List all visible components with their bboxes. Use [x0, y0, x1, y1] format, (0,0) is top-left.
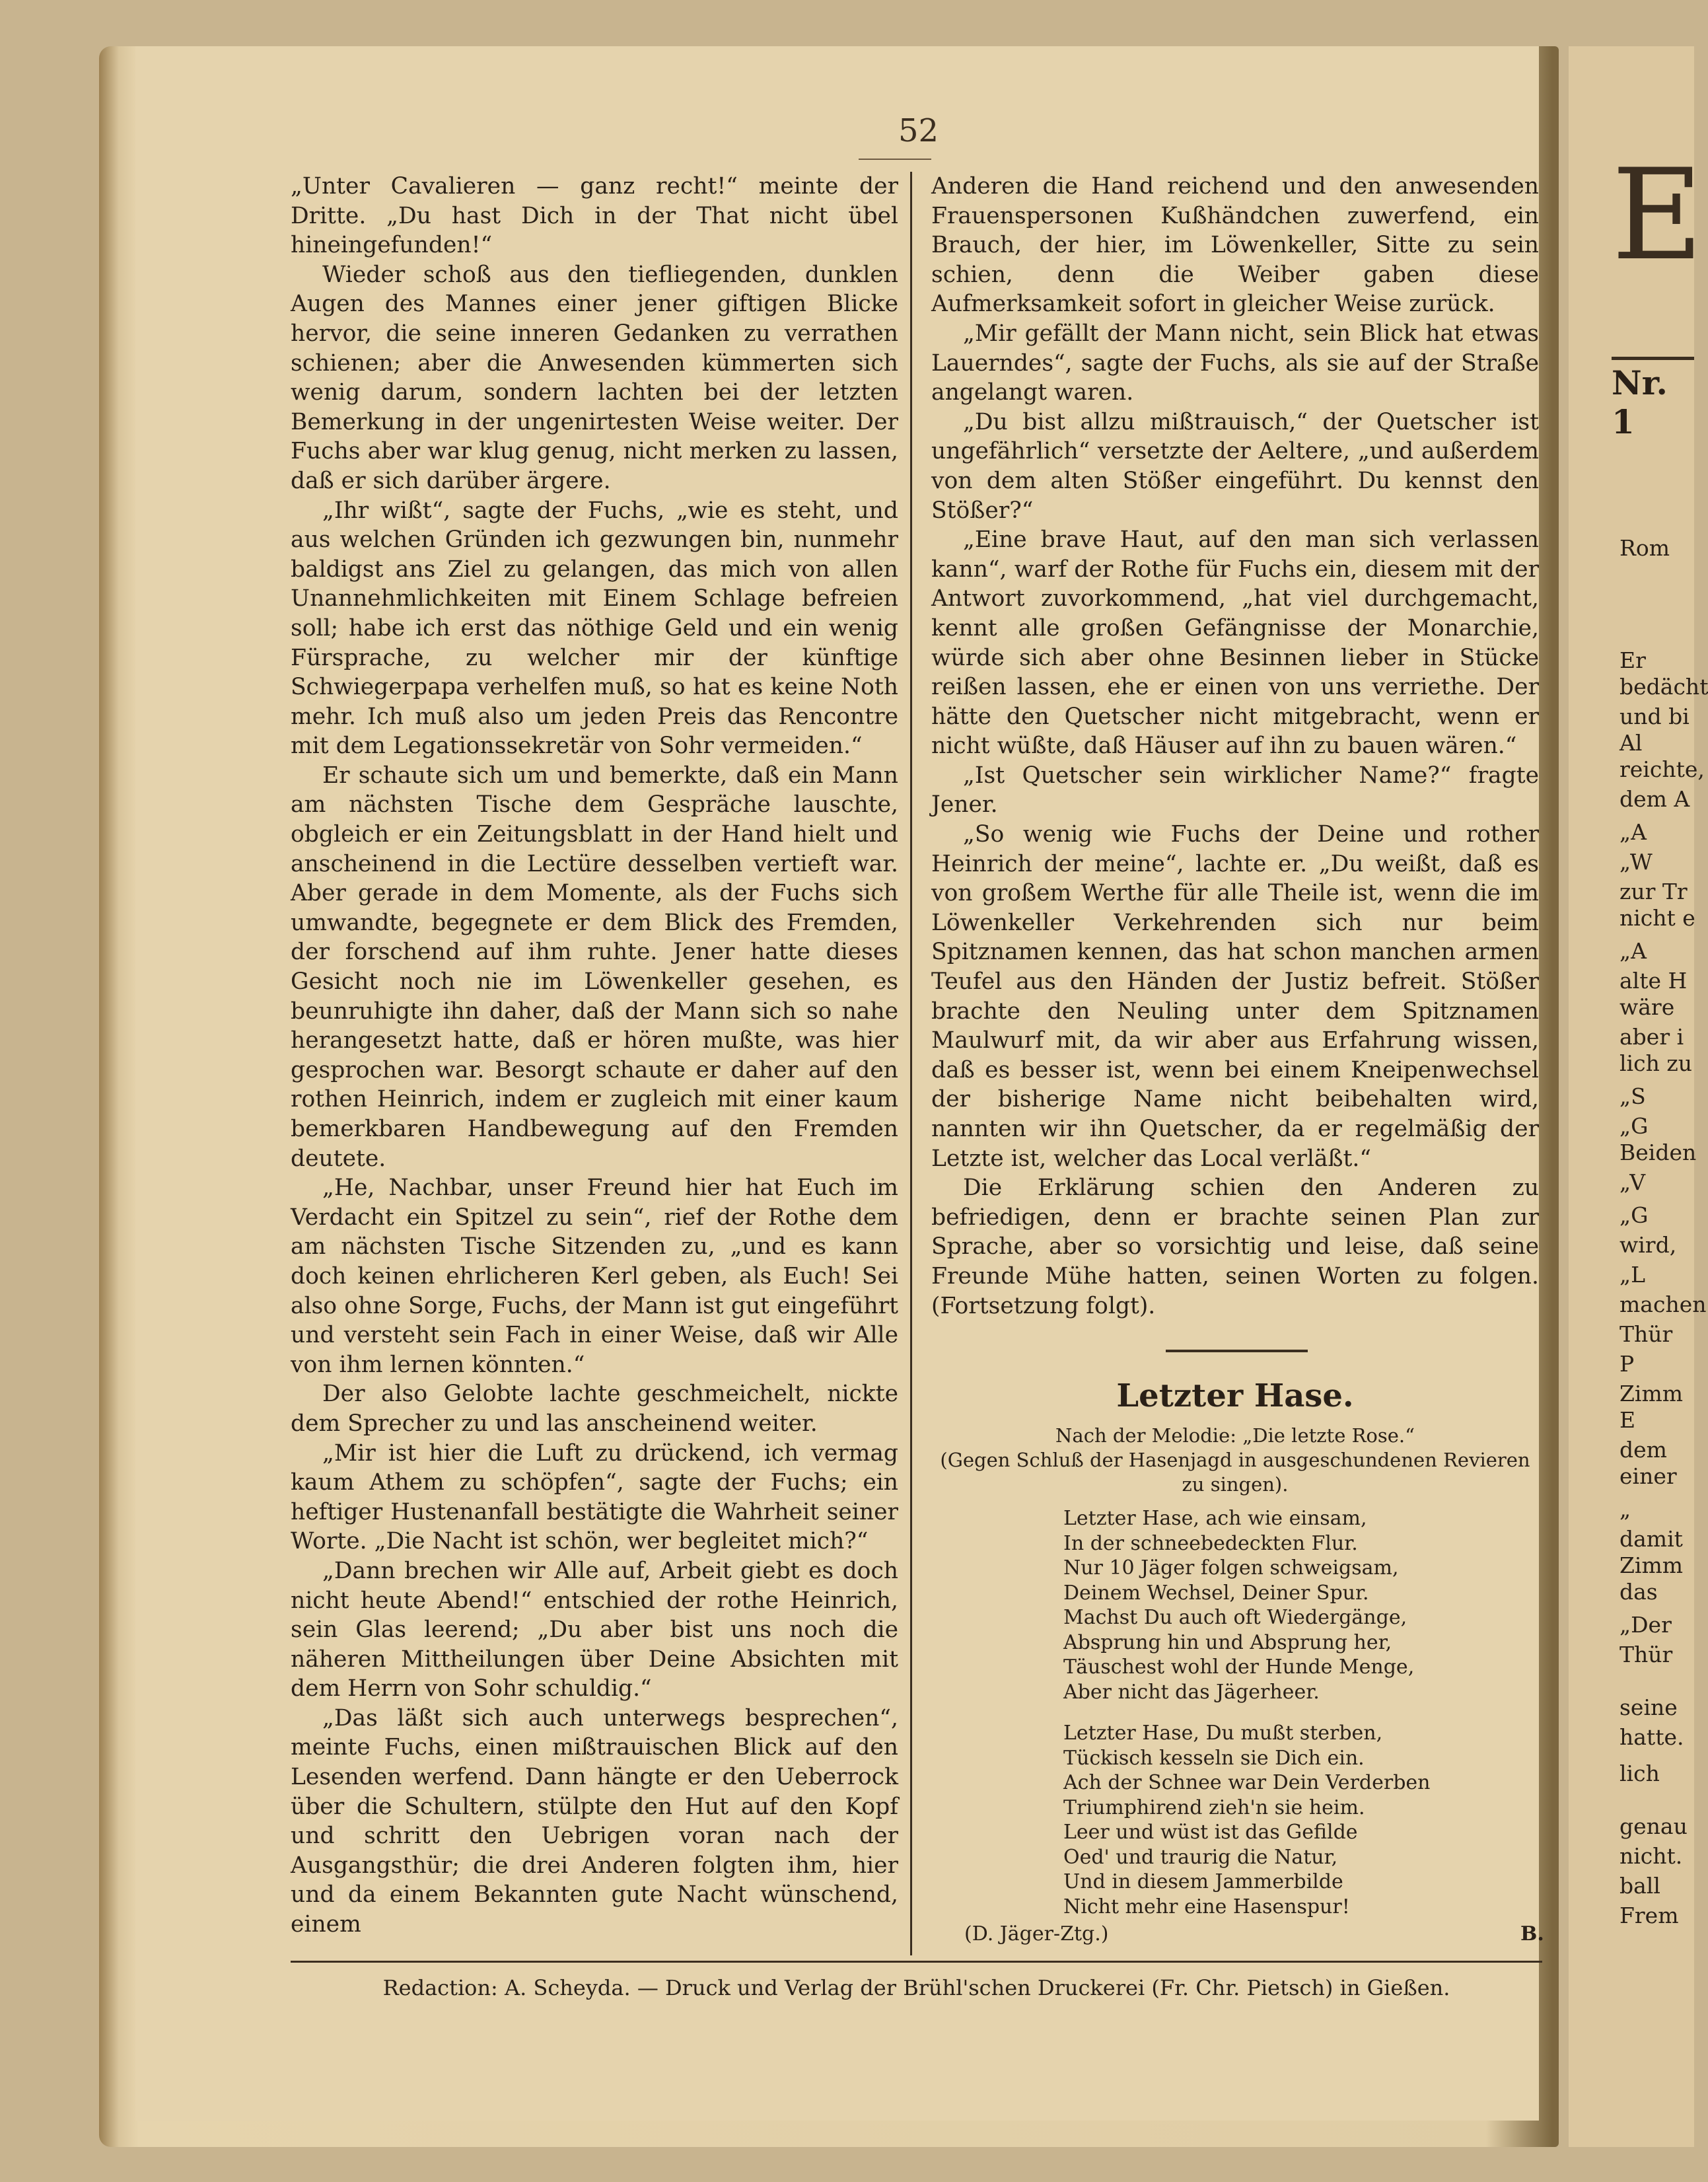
paragraph: „Ist Quetscher sein wirklicher Name?“ fragte Jener.	[931, 762, 1539, 818]
verse-line: Täuschest wohl der Hunde Menge,	[1063, 1655, 1415, 1679]
paragraph: „Dann brechen wir Alle auf, Arbeit giebt es doch nicht heute Abend!“ entschied der rothe Heinrich, sein Glas leerend; „Du aber bist uns noch die näheren Mittheilungen über Deine Absichten mit dem Herrn von Sohr schuldig.“	[291, 1557, 898, 1702]
paragraph: „Du bist allzu mißtrauisch,“ der Quetscher ist ungefährlich“ versetzte der Aeltere, „und außerdem von dem alten Stößer eingeführt. Du kennst den Stößer?“	[931, 408, 1539, 524]
paragraph: Der also Gelobte lachte geschmeichelt, nickte dem Sprecher zu und las anscheinend weiter.	[291, 1381, 898, 1437]
adjacent-page-line: das	[1619, 1579, 1658, 1605]
verse-line: Triumphirend zieh'n sie heim.	[1063, 1796, 1365, 1819]
poem-separator	[1166, 1350, 1308, 1352]
verse-line: Nicht mehr eine Hasenspur!	[1063, 1895, 1350, 1918]
adjacent-page-line: wäre	[1619, 994, 1675, 1020]
verse-line: Und in diesem Jammerbilde	[1063, 1870, 1343, 1893]
poem-source: (D. Jäger-Ztg.)	[964, 1922, 1109, 1946]
verse-line: Tückisch kesseln sie Dich ein.	[1063, 1746, 1365, 1770]
verse-line: Leer und wüst ist das Gefilde	[1063, 1821, 1358, 1844]
column-divider	[910, 172, 912, 1955]
adjacent-page-line: Beiden	[1619, 1140, 1697, 1165]
right-column	[931, 172, 1539, 1321]
paragraph: „Eine brave Haut, auf den man sich verlassen kann“, warf der Rothe für Fuchs ein, diesem mit der Antwort zuvorkommend, „hat viel durchgemacht, kennt alle großen Gefängnisse der Monarchie, würde sich aber ohne Besinnen lieber in Stücke reißen lassen, ehe er einen von uns verriethe. Der hätte den Quetscher nicht mitgebracht, wenn er nicht wüßte, daß Häuser auf ihn zu bauen wären.“	[931, 527, 1539, 760]
adjacent-page-line: lich	[1619, 1761, 1660, 1786]
paragraph: „Das läßt sich auch unterwegs besprechen“, meinte Fuchs, einen mißtrauischen Blick auf den Lesenden werfend. Dann hängte er den Ueberrock über die Schultern, stülpte den Hut auf den Kopf und schritt den Uebrigen voran nach der Ausgangsthür; die drei Anderen folgten ihm, hier und da einem Bekannten gute Nacht wünschend, einem	[291, 1704, 898, 1938]
adjacent-page-line: zur Tr	[1619, 879, 1688, 904]
verse-line: Letzter Hase, ach wie einsam,	[1063, 1507, 1367, 1530]
paragraph: Die Erklärung schien den Anderen zu befriedigen, denn er brachte seinen Plan zur Sprache, aber so vorsichtig und leise, daß seine Freunde Mühe hatten, seinen Worten zu folgen. (Fortsetzung folgt).	[931, 1175, 1539, 1319]
adjacent-page-issue-number: Nr. 1	[1612, 363, 1668, 441]
paragraph: „He, Nachbar, unser Freund hier hat Euch im Verdacht ein Spitzel zu sein“, rief der Rothe dem am nächsten Tische Sitzenden zu, „und es kann doch keinen ehrlicheren Kerl geben, als Euch! Sei also ohne Sorge, Fuchs, der Mann ist gut eingeführt und versteht sein Fach in einer Weise, daß wir Alle von ihm lernen könnten.“	[291, 1175, 898, 1378]
poem-title: Letzter Hase.	[1116, 1377, 1354, 1414]
poem-stanza-1	[1063, 1506, 1414, 1704]
adjacent-page-line: „G	[1619, 1202, 1649, 1228]
adjacent-page-line: und bi	[1619, 704, 1690, 729]
left-column	[291, 172, 898, 1940]
page-number: 52	[898, 112, 939, 149]
paragraph: „So wenig wie Fuchs der Deine und rother Heinrich der meine“, lachte er. „Du weißt, daß es von großem Werthe für alle Theile ist, wenn die im Löwenkeller Verkehrenden sich nur beim Spitznamen kennen, das hat schon manchen armen Teufel aus den Händen der Justiz befreit. Stößer brachte den Neuling unter dem Spitznamen Maulwurf mit, da wir aber aus Erfahrung wissen, daß es besser ist, wenn bei einem Kneipenwechsel der bisherige Name nicht beibehalten wird, nannten wir ihn Quetscher, da er regelmäßig der Letzte ist, welcher das Local verläßt.“	[931, 821, 1539, 1172]
adjacent-page-line: „V	[1619, 1169, 1646, 1195]
adjacent-page-line: dem A	[1619, 786, 1690, 812]
adjacent-page-line: aber i	[1619, 1024, 1684, 1050]
adjacent-page-line: „S	[1619, 1083, 1646, 1109]
verse-line: In der schneebedeckten Flur.	[1063, 1531, 1358, 1555]
adjacent-page-line: Zimm	[1619, 1552, 1684, 1578]
paragraph: „Mir gefällt der Mann nicht, sein Blick hat etwas Lauerndes“, sagte der Fuchs, als sie auf der Straße angelangt waren.	[931, 320, 1539, 406]
adjacent-page-line: reichte,	[1619, 756, 1705, 782]
verse-line: Deinem Wechsel, Deiner Spur.	[1063, 1581, 1369, 1605]
adjacent-page-line: damit	[1619, 1526, 1683, 1552]
verse-line: Aber nicht das Jägerheer.	[1063, 1680, 1320, 1704]
paragraph: „Unter Cavalieren — ganz recht!“ meinte der Dritte. „Du hast Dich in der That nicht übel hineingefunden!“	[291, 173, 898, 259]
adjacent-page-line: dem	[1619, 1437, 1667, 1463]
verse-line: Ach der Schnee war Dein Verderben	[1063, 1771, 1431, 1794]
adjacent-page-line: nicht.	[1619, 1843, 1683, 1869]
adjacent-page-initial: E	[1612, 142, 1703, 288]
verse-line: Oed' und traurig die Natur,	[1063, 1845, 1338, 1869]
verse-line: Letzter Hase, Du mußt sterben,	[1063, 1722, 1383, 1745]
footer-rule	[291, 1961, 1542, 1963]
adjacent-page-line: machen	[1619, 1291, 1707, 1317]
imprint-line: Redaction: A. Scheyda. — Druck und Verlag der Brühl'schen Druckerei (Fr. Chr. Pietsch) in Gießen.	[382, 1975, 1450, 2000]
adjacent-page-line: Frem	[1619, 1903, 1679, 1928]
adjacent-page-line: ball	[1619, 1873, 1660, 1899]
adjacent-page-line: „Der	[1619, 1612, 1672, 1638]
adjacent-page-line: Al	[1619, 730, 1643, 756]
adjacent-page-line: bedächt	[1619, 674, 1708, 700]
adjacent-page-line: „W	[1619, 849, 1653, 875]
paragraph: Er schaute sich um und bemerkte, daß ein Mann am nächsten Tische dem Gespräche lauschte, obgleich er ein Zeitungsblatt in der Hand hielt und anscheinend in die Lectüre desselben vertieft war. Aber gerade in dem Momente, als der Fuchs sich umwandte, begegnete er dem Blick des Fremden, der forschend auf ihm ruhte. Jener hatte dieses Gesicht noch nie im Löwenkeller gesehen, es beunruhigte ihn daher, daß der Mann sich so nahe herangesetzt hatte, daß er hören mußte, was hier gesprochen war. Besorgt schaute er daher auf den rothen Heinrich, indem er zugleich mit einer kaum bemerkbaren Handbewegung auf den Fremden deutete.	[291, 762, 898, 1172]
poem-subtitle-line: (Gegen Schluß der Hasenjagd in ausgeschundenen Revieren	[940, 1449, 1530, 1471]
verse-line: Absprung hin und Absprung her,	[1063, 1630, 1392, 1654]
paragraph: Anderen die Hand reichend und den anwesenden Frauenspersonen Kußhändchen zuwerfend, ein Brauch, der hier, im Löwenkeller, Sitte zu sein schien, denn die Weiber gaben diese Aufmerksamkeit sofort in gleicher Weise zurück.	[931, 173, 1539, 318]
adjacent-page-line: „L	[1619, 1262, 1646, 1288]
adjacent-page-line: Er	[1619, 647, 1646, 673]
adjacent-page-line: hatte.	[1619, 1724, 1684, 1750]
adjacent-page-line: P	[1619, 1351, 1635, 1377]
poem-author-initial: B.	[1520, 1922, 1544, 1946]
page-number-rule	[859, 159, 931, 160]
adjacent-page-line: E	[1619, 1407, 1636, 1433]
adjacent-page-line: Rom	[1619, 535, 1670, 561]
adjacent-page-line: genau	[1619, 1813, 1688, 1839]
poem-subtitle	[931, 1424, 1539, 1497]
verse-line: Nur 10 Jäger folgen schweigsam,	[1063, 1556, 1399, 1580]
adjacent-page-line: „G	[1619, 1113, 1649, 1139]
poem-subtitle-line: zu singen).	[1182, 1473, 1289, 1496]
adjacent-page-line: seine	[1619, 1694, 1678, 1720]
adjacent-page-rule	[1612, 357, 1694, 360]
adjacent-page-line: wird,	[1619, 1232, 1677, 1258]
paragraph: Wieder schoß aus den tiefliegenden, dunklen Augen des Mannes einer jener giftigen Blicke hervor, die seine inneren Gedanken zu verrathen schienen; aber die Anwesenden kümmerten sich wenig darum, sondern lachten bei der letzten Bemerkung in der ungenirtesten Weise weiter. Der Fuchs aber war klug genug, nicht merken zu lassen, daß er sich darüber ärgere.	[291, 261, 898, 494]
paragraph: „Mir ist hier die Luft zu drückend, ich vermag kaum Athem zu schöpfen“, sagte der Fuchs; ein heftiger Hustenanfall bestätigte die Wahrheit seiner Worte. „Die Nacht ist schön, wer begleitet mich?“	[291, 1439, 898, 1555]
paragraph: „Ihr wißt“, sagte der Fuchs, „wie es steht, und aus welchen Gründen ich gezwungen bin, nunmehr baldigst ans Ziel zu gelangen, das mich von allen Unannehmlichkeiten mit Einem Schlage befreien soll; habe ich erst das nöthige Geld und ein wenig Fürsprache, zu welcher mir der künftige Schwiegerpapa verhelfen muß, so hat es keine Noth mehr. Ich muß also um jeden Preis das Rencontre mit dem Legationssekretär von Sohr vermeiden.“	[291, 497, 898, 760]
adjacent-page-line: „A	[1619, 938, 1647, 964]
adjacent-page-line: „A	[1619, 819, 1647, 845]
adjacent-page-line: Thür	[1619, 1642, 1673, 1667]
poem-stanza-2	[1063, 1721, 1430, 1919]
adjacent-page-line: Thür	[1619, 1321, 1673, 1347]
adjacent-page-line: einer	[1619, 1463, 1677, 1489]
adjacent-page-line: lich zu	[1619, 1050, 1692, 1076]
adjacent-page-line: „	[1619, 1496, 1631, 1522]
adjacent-page-line: nicht e	[1619, 905, 1695, 931]
adjacent-page-line: Zimm	[1619, 1381, 1684, 1406]
poem-subtitle-line: Nach der Melodie: „Die letzte Rose.“	[1055, 1424, 1415, 1447]
adjacent-page-line: alte H	[1619, 968, 1688, 994]
verse-line: Machst Du auch oft Wiedergänge,	[1063, 1606, 1407, 1629]
